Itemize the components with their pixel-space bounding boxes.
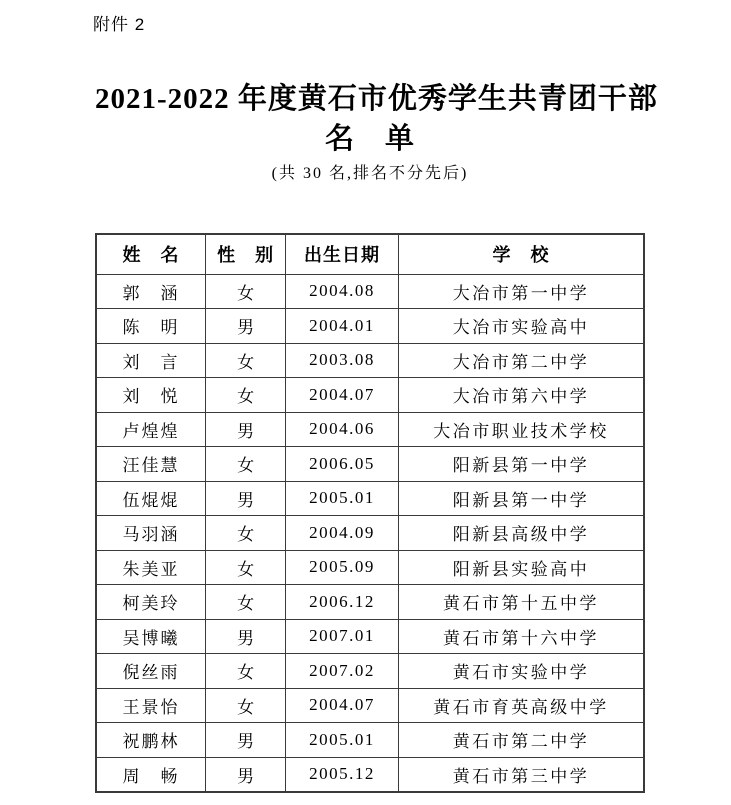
- school-cell: 阳新县第一中学: [398, 481, 644, 516]
- school-cell: 大冶市第一中学: [398, 274, 644, 309]
- gender-cell: 女: [206, 378, 286, 413]
- title-line-1: 2021-2022 年度黄石市优秀学生共青团干部: [95, 83, 658, 115]
- name-cell: 刘 言: [96, 343, 206, 378]
- name-cell: 倪丝雨: [96, 654, 206, 689]
- school-cell: 黄石市第十五中学: [398, 585, 644, 620]
- gender-cell: 女: [206, 585, 286, 620]
- gender-cell: 女: [206, 550, 286, 585]
- table-row: [96, 619, 644, 654]
- school-cell: 黄石市第三中学: [398, 757, 644, 792]
- table-row: [96, 309, 644, 344]
- birth-date-cell: 2006.05: [286, 447, 399, 482]
- name-cell: 陈 明: [96, 309, 206, 344]
- table-row: [96, 550, 644, 585]
- name-cell: 卢煌煌: [96, 412, 206, 447]
- attachment-label: 附件 2: [93, 15, 146, 34]
- header-name: 姓 名: [96, 234, 206, 274]
- gender-cell: 女: [206, 688, 286, 723]
- name-cell: 祝鹏林: [96, 723, 206, 758]
- school-cell: 阳新县第一中学: [398, 447, 644, 482]
- gender-cell: 男: [206, 309, 286, 344]
- birth-date-cell: 2007.02: [286, 654, 399, 689]
- table-row: [96, 447, 644, 482]
- birth-date-cell: 2004.08: [286, 274, 399, 309]
- name-cell: 朱美亚: [96, 550, 206, 585]
- table-row: [96, 723, 644, 758]
- school-cell: 黄石市第十六中学: [398, 619, 644, 654]
- birth-date-cell: 2005.01: [286, 723, 399, 758]
- gender-cell: 女: [206, 343, 286, 378]
- school-cell: 大冶市职业技术学校: [398, 412, 644, 447]
- gender-cell: 男: [206, 481, 286, 516]
- table-header-row: [96, 234, 644, 274]
- table-row: [96, 757, 644, 792]
- birth-date-cell: 2004.09: [286, 516, 399, 551]
- name-cell: 周 畅: [96, 757, 206, 792]
- school-cell: 阳新县高级中学: [398, 516, 644, 551]
- gender-cell: 女: [206, 654, 286, 689]
- school-cell: 阳新县实验高中: [398, 550, 644, 585]
- birth-date-cell: 2003.08: [286, 343, 399, 378]
- gender-cell: 男: [206, 757, 286, 792]
- birth-date-cell: 2004.06: [286, 412, 399, 447]
- table-row: [96, 274, 644, 309]
- gender-cell: 男: [206, 619, 286, 654]
- birth-date-cell: 2005.01: [286, 481, 399, 516]
- document-subtitle: (共 30 名,排名不分先后): [271, 165, 469, 182]
- table-row: [96, 378, 644, 413]
- table-row: [96, 654, 644, 689]
- name-cell: 吴博曦: [96, 619, 206, 654]
- gender-cell: 男: [206, 412, 286, 447]
- table-row: [96, 516, 644, 551]
- school-cell: 大冶市第二中学: [398, 343, 644, 378]
- title-line-2: 名 单: [324, 123, 415, 155]
- header-gender: 性 别: [206, 234, 286, 274]
- name-cell: 王景怡: [96, 688, 206, 723]
- birth-date-cell: 2005.12: [286, 757, 399, 792]
- gender-cell: 女: [206, 274, 286, 309]
- table-row: [96, 585, 644, 620]
- name-cell: 马羽涵: [96, 516, 206, 551]
- birth-date-cell: 2004.07: [286, 688, 399, 723]
- header-school: 学 校: [398, 234, 644, 274]
- roster-table: [95, 233, 645, 793]
- name-cell: 汪佳慧: [96, 447, 206, 482]
- name-cell: 刘 悦: [96, 378, 206, 413]
- gender-cell: 女: [206, 516, 286, 551]
- table-row: [96, 412, 644, 447]
- school-cell: 大冶市实验高中: [398, 309, 644, 344]
- table-row: [96, 481, 644, 516]
- school-cell: 黄石市第二中学: [398, 723, 644, 758]
- birth-date-cell: 2007.01: [286, 619, 399, 654]
- gender-cell: 女: [206, 447, 286, 482]
- header-birth-date: 出生日期: [286, 234, 399, 274]
- table-row: [96, 688, 644, 723]
- name-cell: 伍焜焜: [96, 481, 206, 516]
- table-row: [96, 343, 644, 378]
- name-cell: 郭 涵: [96, 274, 206, 309]
- birth-date-cell: 2004.07: [286, 378, 399, 413]
- name-cell: 柯美玲: [96, 585, 206, 620]
- school-cell: 黄石市育英高级中学: [398, 688, 644, 723]
- birth-date-cell: 2004.01: [286, 309, 399, 344]
- school-cell: 黄石市实验中学: [398, 654, 644, 689]
- birth-date-cell: 2006.12: [286, 585, 399, 620]
- birth-date-cell: 2005.09: [286, 550, 399, 585]
- gender-cell: 男: [206, 723, 286, 758]
- school-cell: 大冶市第六中学: [398, 378, 644, 413]
- document-title: [95, 79, 658, 159]
